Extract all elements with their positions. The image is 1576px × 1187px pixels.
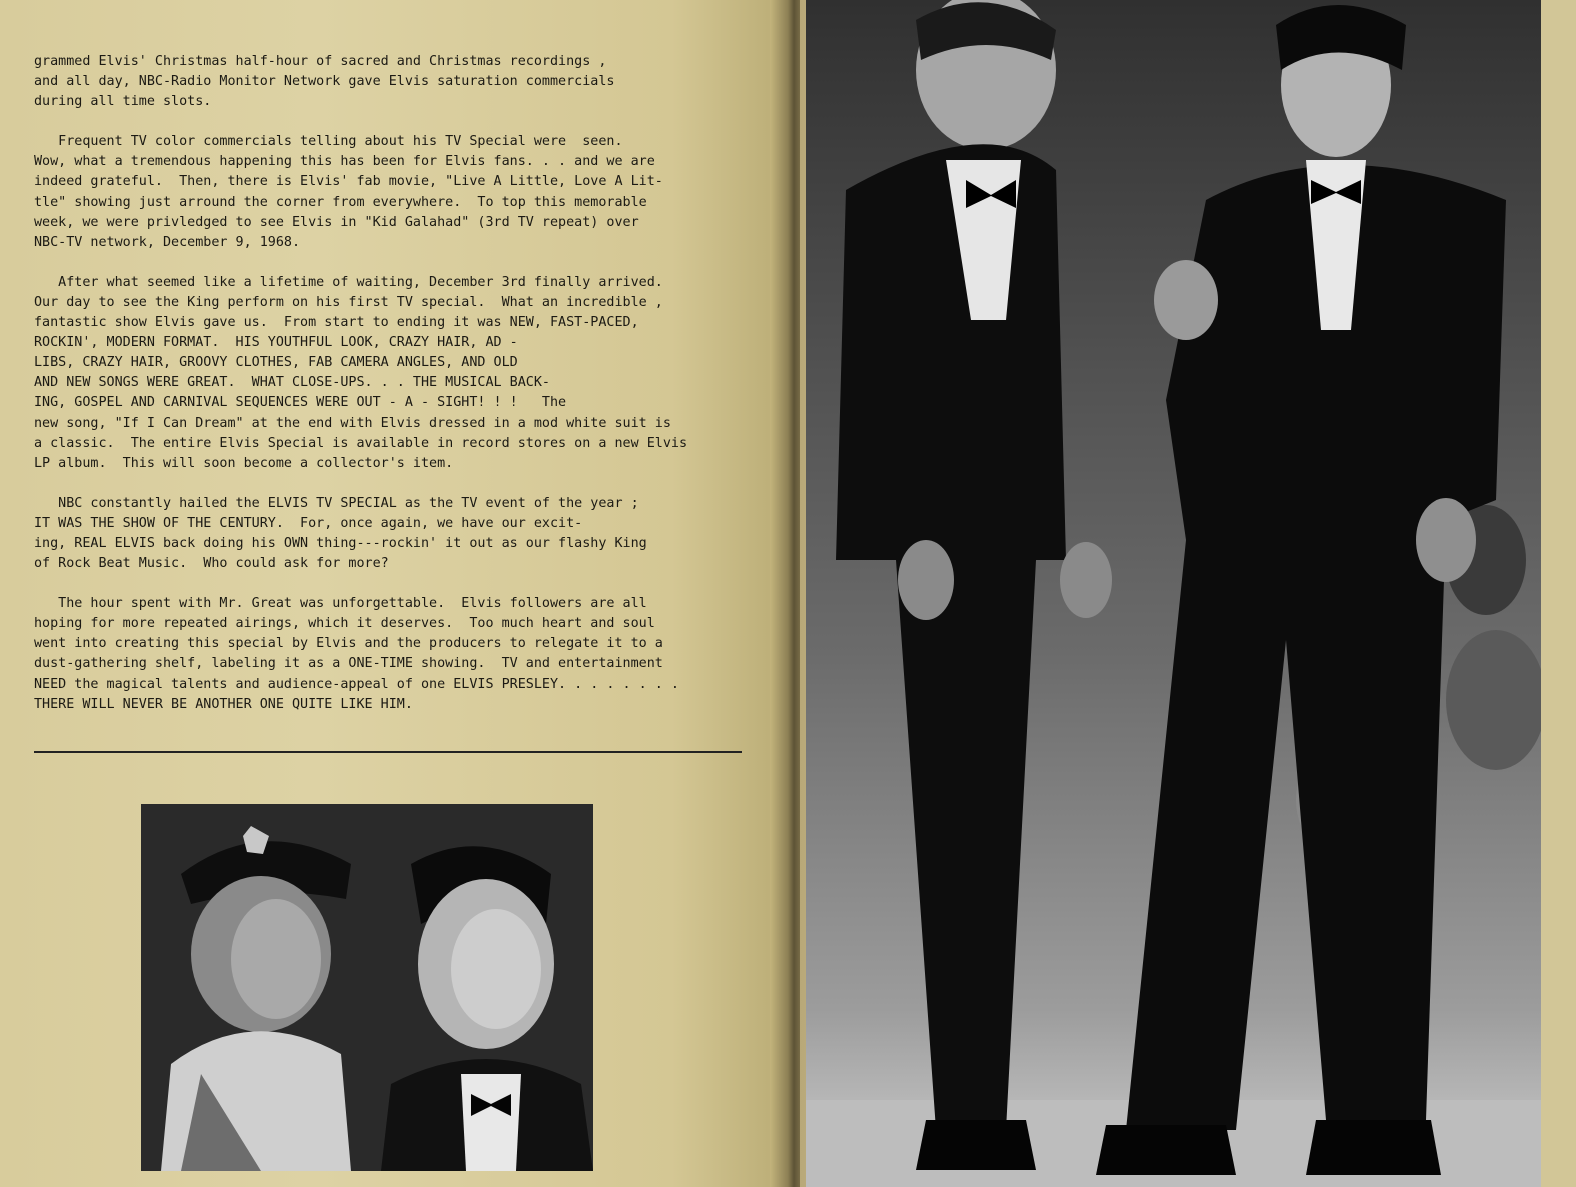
- text-line: LIBS, CRAZY HAIR, GROOVY CLOTHES, FAB CAMERA ANGLES, AND OLD: [34, 355, 518, 371]
- paragraph: [34, 52, 762, 112]
- text-line: ING, GOSPEL AND CARNIVAL SEQUENCES WERE OUT - A - SIGHT! ! ! The: [34, 395, 567, 411]
- text-line: Our day to see the King perform on his first TV special. What an incredible ,: [34, 294, 663, 310]
- text-line: of Rock Beat Music. Who could ask for more?: [34, 556, 389, 572]
- text-line: new song, "If I Can Dream" at the end with Elvis dressed in a mod white suit is: [34, 415, 671, 431]
- text-line: fantastic show Elvis gave us. From start to ending it was NEW, FAST-PACED,: [34, 315, 639, 331]
- section-divider: [34, 751, 742, 753]
- text-line: Wow, what a tremendous happening this has been for Elvis fans. . . and we are: [34, 154, 655, 170]
- text-line: NEED the magical talents and audience-appeal of one ELVIS PRESLEY. . . . . . . .: [34, 676, 679, 692]
- text-line: IT WAS THE SHOW OF THE CENTURY. For, once again, we have our excit-: [34, 515, 583, 531]
- text-line: The hour spent with Mr. Great was unforgettable. Elvis followers are all: [34, 596, 647, 612]
- photo-two-men-on-stage: [806, 0, 1541, 1187]
- text-line: NBC-TV network, December 9, 1968.: [34, 234, 301, 250]
- text-line: during all time slots.: [34, 94, 212, 110]
- text-line: ing, REAL ELVIS back doing his OWN thing---rockin' it out as our flashy King: [34, 535, 647, 551]
- paragraph: [34, 132, 762, 253]
- text-line: went into creating this special by Elvis and the producers to relegate it to a: [34, 636, 663, 652]
- text-line: grammed Elvis' Christmas half-hour of sacred and Christmas recordings ,: [34, 54, 607, 69]
- text-line: hoping for more repeated airings, which it deserves. Too much heart and soul: [34, 616, 655, 632]
- text-line: ROCKIN', MODERN FORMAT. HIS YOUTHFUL LOOK, CRAZY HAIR, AD -: [34, 335, 518, 351]
- text-line: a classic. The entire Elvis Special is available in record stores on a new Elvis: [34, 435, 688, 451]
- text-line: dust-gathering shelf, labeling it as a ONE-TIME showing. TV and entertainment: [34, 656, 663, 672]
- paragraph: [34, 594, 762, 715]
- text-line: tle" showing just arround the corner from everywhere. To top this memorable: [34, 194, 647, 210]
- text-line: LP album. This will soon become a collector's item.: [34, 455, 454, 471]
- paragraph: [34, 273, 762, 474]
- text-line: week, we were privledged to see Elvis in "Kid Galahad" (3rd TV repeat) over: [34, 214, 639, 230]
- text-line: Frequent TV color commercials telling about his TV Special were seen.: [34, 134, 623, 150]
- article-text: [34, 52, 762, 735]
- text-line: and all day, NBC-Radio Monitor Network gave Elvis saturation commercials: [34, 74, 615, 90]
- text-line: NBC constantly hailed the ELVIS TV SPECIAL as the TV event of the year ;: [34, 495, 639, 511]
- text-line: THERE WILL NEVER BE ANOTHER ONE QUITE LIKE HIM.: [34, 696, 413, 712]
- text-line: indeed grateful. Then, there is Elvis' fab movie, "Live A Little, Love A Lit-: [34, 174, 663, 190]
- photo-two-men-portrait: [141, 804, 593, 1171]
- text-line: After what seemed like a lifetime of waiting, December 3rd finally arrived.: [34, 274, 663, 290]
- text-line: AND NEW SONGS WERE GREAT. WHAT CLOSE-UPS. . . THE MUSICAL BACK-: [34, 375, 550, 391]
- paragraph: [34, 494, 762, 574]
